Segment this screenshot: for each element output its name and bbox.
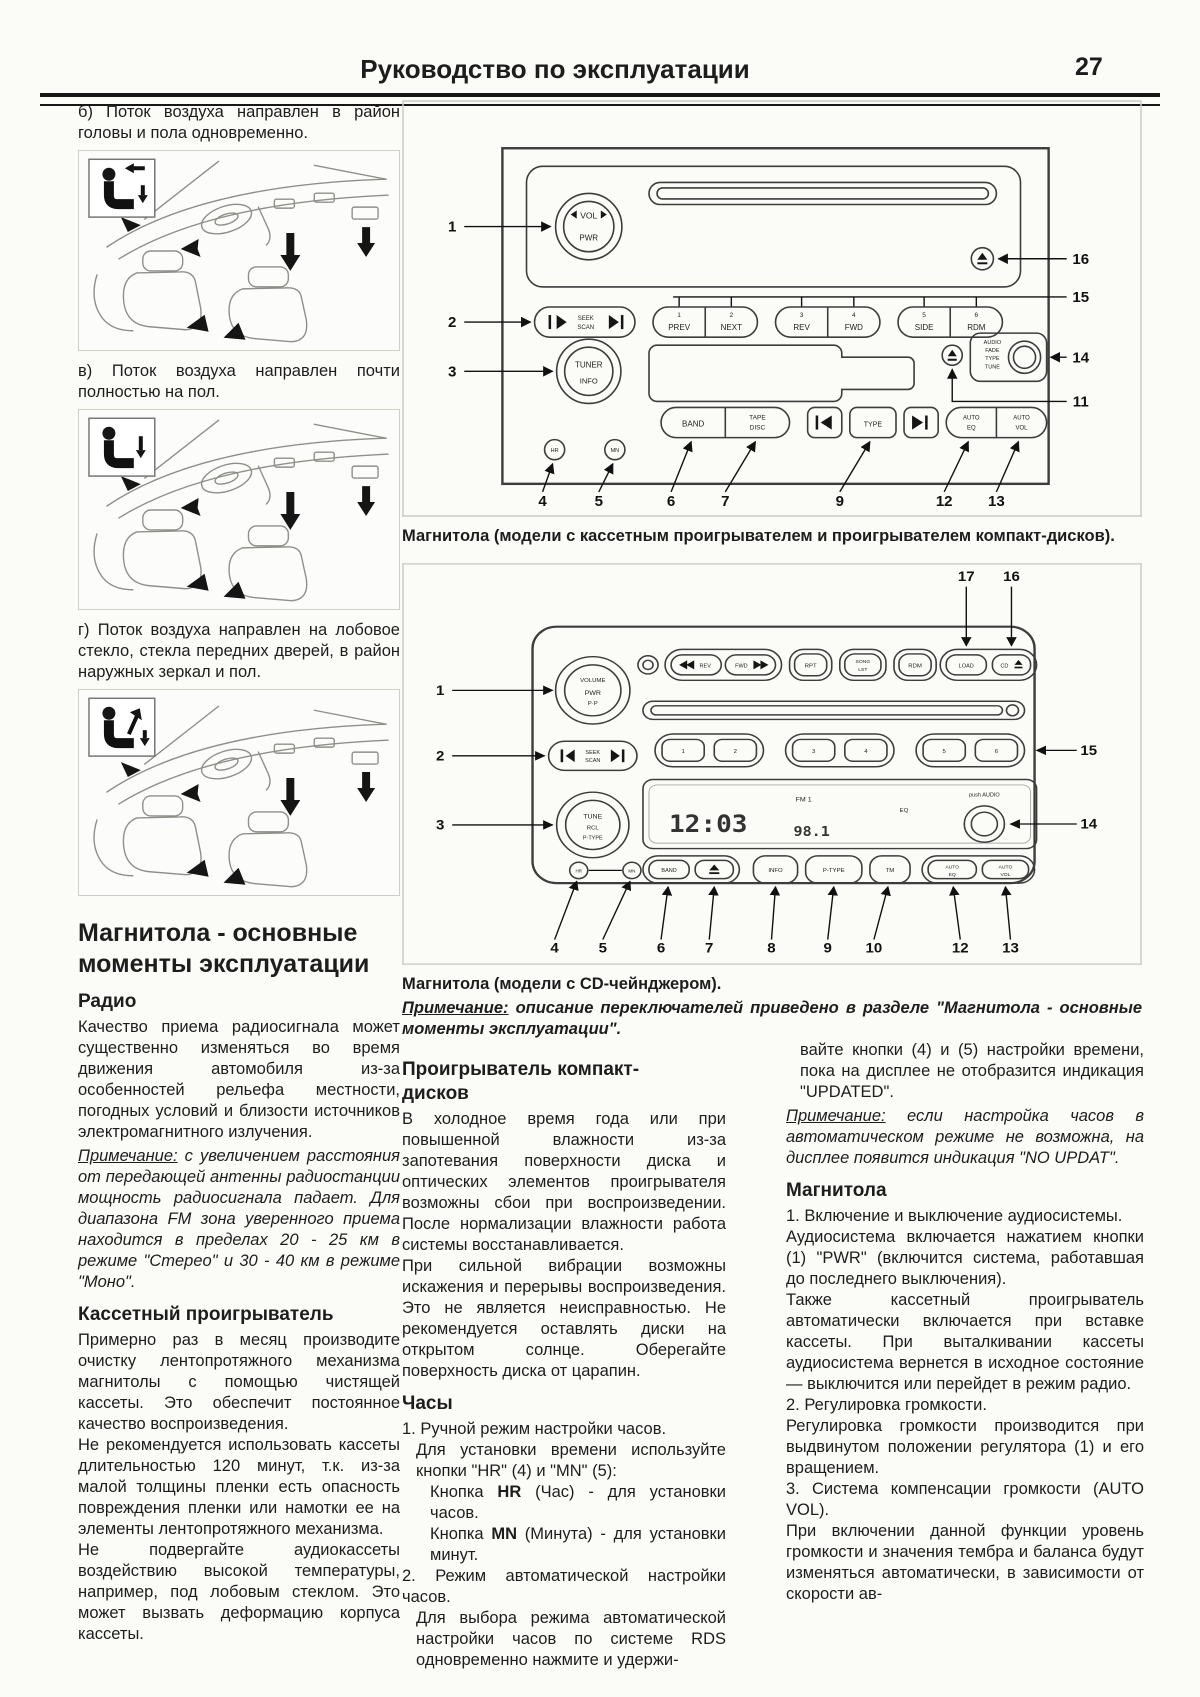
svg-text:3: 3 [435, 818, 445, 834]
svg-text:INFO: INFO [768, 868, 783, 875]
svg-text:6: 6 [666, 492, 676, 510]
magnitola-item-3: 3. Система компенсации громкости (AUTO VOL). [786, 1480, 1144, 1519]
svg-text:AUTO: AUTO [1013, 415, 1030, 422]
svg-text:FWD: FWD [844, 323, 863, 333]
note-label: Примечание: [78, 1147, 178, 1165]
svg-text:12:03: 12:03 [668, 810, 748, 838]
svg-text:AUTO: AUTO [963, 415, 980, 422]
cassette-eject-button [942, 345, 962, 365]
radio-heading: Радио [78, 991, 137, 1012]
magnitola-item-1b: Также кассетный проигрыватель автоматически включается при вставке кассеты. При выталкивании кассеты аудиосистема вернется в исходное состояние — выключится или перейдет в режим радио. [786, 1291, 1144, 1393]
svg-text:VOL: VOL [580, 210, 598, 221]
section-title-magnitola: Магнитола - основные моменты эксплуатации [78, 919, 370, 978]
svg-text:MN: MN [610, 448, 620, 455]
clock-note [786, 1106, 1144, 1169]
svg-text:SCAN: SCAN [585, 758, 601, 765]
volume-power-knob2 [556, 657, 630, 724]
info-button [753, 856, 797, 883]
svg-text:RCL: RCL [586, 825, 599, 832]
svg-text:AUDIO: AUDIO [983, 340, 1002, 347]
svg-text:1: 1 [435, 683, 445, 699]
note-text: описание переключателей приведено в разделе "Магнитола - основные моменты эксплуатации". [402, 999, 1142, 1038]
svg-text:3: 3 [799, 312, 804, 320]
svg-text:SONG: SONG [855, 660, 871, 665]
svg-text:PWR: PWR [579, 233, 599, 243]
radio-paragraph: Качество приема радиосигнала может существенно изменяться во время движения автомобиля из-за особенностей рельефа местности, погодных условий и близости источников электромагнитного излучения. [78, 1018, 400, 1141]
clock-item-1a: Для установки времени используйте кнопки "HR" (4) и "MN" (5): [416, 1441, 726, 1480]
svg-text:4: 4 [852, 312, 856, 320]
svg-text:EQ: EQ [966, 425, 976, 432]
clock-item-2a: Для выбора режима автоматической настройки часов по системе RDS одновременно нажмите и удержи- [416, 1609, 726, 1669]
rdm-button [894, 649, 936, 680]
svg-text:14: 14 [1080, 817, 1098, 833]
band-tape-buttons [661, 407, 790, 437]
svg-text:TUNE: TUNE [583, 813, 603, 821]
svg-text:4: 4 [538, 492, 547, 510]
svg-text:14: 14 [1072, 349, 1090, 367]
svg-text:16: 16 [1072, 250, 1090, 268]
magnitola-item-2: 2. Регулировка громкости. [786, 1396, 987, 1414]
svg-text:VOLUME: VOLUME [580, 678, 606, 685]
svg-text:HR: HR [575, 868, 582, 874]
svg-text:15: 15 [1072, 288, 1090, 306]
svg-text:9: 9 [823, 940, 832, 957]
cd-player-heading: Проигрыватель компакт-дисков [402, 1059, 640, 1104]
cassette-paragraph-1: Примерно раз в месяц производите очистку лентопротяжного механизма магнитолы с помощью чистящей кассеты. Это обеспечит постоянное качество воспроизведения. [78, 1331, 400, 1433]
magnitola-item-1: 1. Включение и выключение аудиосистемы. [786, 1207, 1123, 1225]
ptype-button [806, 856, 862, 883]
svg-text:SEEK: SEEK [585, 750, 601, 756]
audio-knob2 [964, 806, 1004, 842]
clock-item-1: 1. Ручной режим настройки часов. [402, 1420, 667, 1438]
figure2-note [402, 998, 1142, 1040]
svg-text:MN: MN [628, 868, 636, 874]
svg-text:3: 3 [448, 363, 457, 381]
note-text: с увеличением расстояния от передающей антенны радиостанции мощность радиосигнала падает. Для диапазона FM зона уверенного приема находится в пределах 20 - 25 км в режиме "Стерео" и 30 - 40 км в режиме "Моно". [78, 1147, 400, 1291]
cd-slot [649, 182, 996, 204]
sensor-dot [638, 656, 658, 674]
svg-text:8: 8 [767, 940, 776, 957]
svg-text:TUNER: TUNER [574, 360, 603, 370]
cassette-slot [649, 345, 914, 401]
svg-text:P·P: P·P [587, 701, 598, 707]
note-label: Примечание: [786, 1107, 886, 1125]
figure1-caption: Магнитола (модели с кассетным проигрывателем и проигрывателем компакт-дисков). [402, 527, 1115, 545]
figure-stereo-cassette-cd [402, 100, 1142, 547]
svg-text:2: 2 [729, 312, 734, 320]
svg-text:LOAD: LOAD [958, 663, 974, 670]
tuner-info-knob [557, 339, 621, 403]
svg-text:TYPE: TYPE [863, 421, 883, 429]
preset-buttons [653, 307, 1002, 337]
svg-text:4: 4 [550, 940, 559, 957]
track-back-button [808, 407, 842, 437]
svg-text:6: 6 [656, 940, 666, 957]
page-title: Руководство по эксплуатации [360, 54, 750, 84]
svg-text:TUNE: TUNE [984, 364, 1000, 371]
seek-scan-button [535, 307, 635, 337]
svg-text:EQ: EQ [899, 808, 909, 815]
svg-text:5: 5 [922, 312, 926, 320]
left-column [78, 102, 400, 1645]
airflow-caption-g: г) Поток воздуха направлен на лобовое стекло, стекла передних дверей, в район наружных зеркал и пол. [78, 621, 400, 681]
svg-text:INFO: INFO [579, 376, 598, 386]
svg-text:EQ: EQ [948, 873, 956, 878]
note-label: Примечание: [402, 999, 509, 1017]
svg-text:TYPE: TYPE [985, 356, 1000, 363]
band-eject-buttons2 [643, 856, 739, 883]
radio-note [78, 1146, 400, 1293]
mn-label: MN [491, 1525, 518, 1543]
rpt-button [790, 649, 832, 680]
svg-text:TM: TM [885, 868, 895, 875]
figure-stereo-cd-changer [402, 563, 1142, 1040]
svg-text:NEXT: NEXT [720, 323, 743, 333]
svg-text:LST: LST [858, 668, 868, 674]
svg-text:5: 5 [594, 492, 603, 510]
page-number: 27 [1075, 53, 1103, 81]
svg-text:P·TYPE: P·TYPE [582, 835, 603, 842]
auto-eq-vol-buttons2 [922, 856, 1034, 883]
airflow-figure-v [78, 409, 400, 610]
svg-text:VOL: VOL [1000, 873, 1011, 878]
airflow-pictogram-windshield-floor-icon [89, 698, 155, 756]
airflow-caption-v: в) Поток воздуха направлен почти полностью на пол. [78, 362, 400, 401]
svg-text:RDM: RDM [967, 323, 986, 333]
airflow-figure-g [78, 689, 400, 896]
svg-text:2: 2 [733, 749, 738, 755]
mn-button [605, 440, 625, 460]
svg-text:FWD: FWD [735, 663, 748, 670]
magnitola-item-1a: Аудиосистема включается нажатием кнопки (1) "PWR" (включится система, работавшая до последнего выключения). [786, 1228, 1144, 1288]
load-cdeject-buttons [940, 649, 1036, 680]
airflow-pictogram-head-floor-icon [89, 159, 155, 217]
tune-knob2 [557, 792, 629, 857]
cd-player-paragraph-2: При сильной вибрации возможны искажения и перерывы воспроизведения. Это не является неисправностью. Не рекомендуется оставлять диски на открытом солнце. Оберегайте поверхность диска от царапин. [402, 1257, 726, 1380]
svg-text:PREV: PREV [668, 323, 691, 333]
airflow-sketch-v [79, 410, 398, 604]
airflow-figure-b [78, 150, 400, 351]
type-button [850, 407, 896, 437]
magnitola-item-3a: При включении данной функции уровень громкости и значения тембра и баланса будут изменяться автоматически, в зависимости от скорости ав- [786, 1522, 1144, 1603]
seek-scan-button2 [549, 741, 637, 770]
track-forward-button [904, 407, 938, 437]
svg-text:17: 17 [957, 569, 975, 585]
svg-text:6: 6 [974, 312, 979, 320]
svg-text:11: 11 [1072, 393, 1089, 411]
clock-mn-line: Кнопка MN (Минута) - для установки минут. [430, 1525, 726, 1564]
figure2-caption: Магнитола (модели с CD-чейнджером). [402, 975, 722, 993]
svg-text:SCAN: SCAN [577, 325, 595, 332]
svg-text:10: 10 [865, 940, 883, 957]
svg-text:RPT: RPT [804, 663, 817, 670]
svg-text:1: 1 [681, 749, 685, 755]
svg-text:15: 15 [1080, 743, 1098, 759]
svg-text:P-TYPE: P-TYPE [822, 868, 845, 875]
svg-text:12: 12 [935, 492, 953, 510]
cd-slot2 [643, 701, 1025, 719]
svg-text:REV: REV [793, 323, 810, 333]
svg-text:4: 4 [864, 749, 868, 755]
svg-text:16: 16 [1003, 569, 1020, 585]
svg-text:FM 1: FM 1 [795, 796, 812, 804]
cassette-heading: Кассетный проигрыватель [78, 1304, 334, 1325]
stereo2-diagram [402, 563, 1142, 965]
svg-text:9: 9 [835, 492, 844, 510]
cd-player-paragraph-1: В холодное время года или при повышенной влажности из-за запотевания поверхности диска и оптических элементов проигрывателя возможны сбои при воспроизведении. После нормализации влажности работа системы восстанавливается. [402, 1110, 726, 1254]
svg-text:98.1: 98.1 [793, 824, 830, 840]
mn-button2 [623, 862, 641, 878]
svg-text:6: 6 [994, 749, 999, 755]
clock-continuation: вайте кнопки (4) и (5) настройки времени, пока на дисплее не отобразится индикация "UPDATED". [800, 1041, 1144, 1101]
airflow-sketch-b [79, 151, 398, 345]
svg-text:SEEK: SEEK [577, 316, 594, 323]
svg-text:5: 5 [942, 749, 946, 755]
cassette-paragraph-3: Не подвергайте аудиокассеты воздействию высокой температуры, например, под лобовым стеклом. Это может вызвать деформацию корпуса кассеты. [78, 1541, 400, 1643]
svg-text:1: 1 [677, 312, 681, 320]
right-column [786, 1040, 1144, 1605]
svg-text:PWR: PWR [584, 690, 601, 697]
hr-button [545, 440, 565, 460]
hr-label: HR [497, 1483, 522, 1501]
svg-text:FADE: FADE [985, 348, 1000, 355]
svg-text:BAND: BAND [682, 419, 705, 429]
svg-text:3: 3 [811, 749, 816, 755]
clock-heading: Часы [402, 1393, 453, 1414]
svg-text:AUTO: AUTO [945, 865, 960, 871]
hr-button2 [570, 862, 588, 878]
svg-text:2: 2 [448, 314, 457, 332]
stereo1-faceplate [527, 166, 1021, 287]
svg-text:7: 7 [721, 492, 730, 510]
airflow-sketch-g [79, 690, 398, 890]
auto-eq-vol-buttons [946, 407, 1046, 437]
airflow-pictogram-floor-icon [89, 418, 155, 476]
svg-text:TAPE: TAPE [749, 414, 766, 422]
rev-fwd-buttons [665, 649, 781, 680]
svg-text:RDM: RDM [908, 663, 922, 670]
stereo1-diagram [402, 100, 1142, 517]
clock-item-2: 2. Режим автоматической настройки часов. [402, 1567, 726, 1606]
svg-text:VOL: VOL [1015, 425, 1028, 432]
audio-control-knob [970, 333, 1046, 381]
svg-text:12: 12 [951, 940, 969, 957]
svg-text:2: 2 [435, 748, 445, 765]
magnitola-item-2a: Регулировка громкости производится при выдвинутом положении регулятора (1) и его вращением. [786, 1417, 1144, 1477]
middle-column [402, 1058, 726, 1671]
svg-text:13: 13 [1002, 940, 1019, 957]
svg-text:7: 7 [705, 940, 714, 957]
svg-text:1: 1 [448, 218, 457, 236]
svg-text:AUTO: AUTO [998, 865, 1013, 871]
svg-text:push AUDIO: push AUDIO [969, 792, 1000, 799]
svg-text:13: 13 [988, 492, 1005, 510]
airflow-caption-b: б) Поток воздуха направлен в район головы и пола одновременно. [78, 103, 400, 142]
display-panel [643, 779, 1037, 848]
svg-text:BAND: BAND [661, 868, 677, 875]
song-list-button [840, 649, 886, 680]
tm-button [870, 856, 910, 883]
magnitola-heading: Магнитола [786, 1180, 887, 1201]
svg-text:SIDE: SIDE [914, 323, 934, 333]
cassette-paragraph-2: Не рекомендуется использовать кассеты длительностью 120 минут, т.к. из-за малой толщины пленки есть опасность повреждения пленки или намотки ее на элементы лентопротяжного механизма. [78, 1436, 400, 1538]
svg-text:REV: REV [699, 663, 711, 670]
preset-buttons2 [655, 734, 1024, 767]
note-text: если настройка часов в автоматическом режиме не возможна, на дисплее появится индикация "NO UPDAT". [786, 1107, 1144, 1167]
svg-text:5: 5 [598, 940, 608, 957]
cd-eject-button [971, 248, 993, 270]
volume-power-knob [556, 193, 622, 259]
svg-text:HR: HR [550, 448, 559, 455]
svg-text:CD: CD [1000, 663, 1009, 670]
clock-hr-line: Кнопка HR (Час) - для установки часов. [430, 1483, 726, 1522]
svg-text:DISC: DISC [749, 424, 766, 432]
